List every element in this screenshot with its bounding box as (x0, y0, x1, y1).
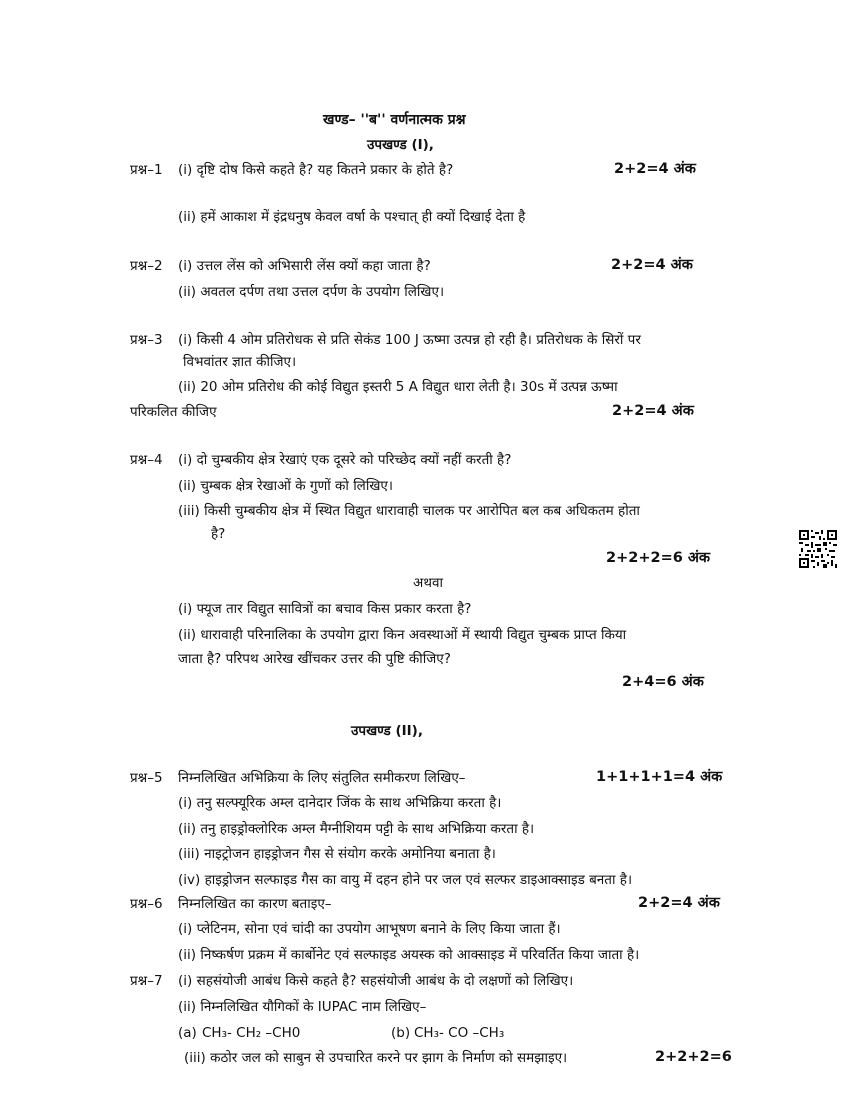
q4-part-i: (i) दो चुम्बकीय क्षेत्र रेखाएं एक दूसरे को परिच्छेद क्यों नहीं करती है? (178, 452, 512, 468)
q4-part-iii-line2: है? (211, 526, 226, 542)
q1-part-i: (i) दृष्टि दोष किसे कहते है? यह कितने प्रकार के होते है? (178, 162, 454, 178)
q6-label: प्रश्न–6 (130, 896, 163, 912)
q5-marks: 1+1+1+1=4 अंक (596, 769, 723, 785)
q4-part-ii: (ii) चुम्बक क्षेत्र रेखाओं के गुणों को लिखिए। (178, 478, 393, 494)
q3-part-ii-line1: (ii) 20 ओम प्रतिरोध की कोई विद्युत इस्तरी 5 A विद्युत धारा लेती है। 30s में उत्पन्न ऊष्मा (178, 379, 618, 395)
q4-alt-marks: 2+4=6 अंक (622, 674, 704, 690)
q7-part-ii: (ii) निम्नलिखित यौगिकों के IUPAC नाम लिखिए– (178, 999, 427, 1015)
subsection-2-title: उपखण्ड (II), (351, 723, 423, 739)
q3-marks: 2+2=4 अंक (612, 403, 694, 419)
subsection-1-title: उपखण्ड (I), (367, 137, 434, 153)
q2-part-ii: (ii) अवतल दर्पण तथा उत्तल दर्पण के उपयोग लिखिए। (178, 284, 445, 300)
q3-part-ii-line2: परिकलित कीजिए (130, 404, 217, 420)
q7-compound-b-label: (b) (391, 1025, 411, 1041)
q7-part-iii: (iii) कठोर जल को साबुन से उपचारित करने पर झाग के निर्माण को समझाइए। (184, 1050, 568, 1066)
section-title: खण्ड– ''ब'' वर्णनात्मक प्रश्न (323, 112, 466, 128)
q5-part-iii: (iii) नाइट्रोजन हाइड्रोजन गैस से संयोग करके अमोनिया बनाता है। (178, 846, 496, 862)
q4-or: अथवा (413, 575, 443, 591)
q2-label: प्रश्न–2 (130, 258, 163, 274)
q7-compound-b: CH₃- CO –CH₃ (414, 1025, 505, 1041)
q6-marks: 2+2=4 अंक (638, 895, 720, 911)
q4-marks: 2+2+2=6 अंक (606, 550, 711, 566)
q4-label: प्रश्न–4 (130, 452, 163, 468)
q4-part-iii-line1: (iii) किसी चुम्बकीय क्षेत्र में स्थित विद्युत धारावाही चालक पर आरोपित बल कब अधिकतम होता (178, 503, 640, 519)
q7-compound-a-label: (a) (178, 1025, 197, 1041)
q6-part-ii: (ii) निष्कर्षण प्रक्रम में कार्बोनेट एवं सल्फाइड अयस्क को आक्साइड में परिवर्तित किया जाता है। (178, 947, 640, 963)
q3-part-i-line2: विभवांतर ज्ञात कीजिए। (183, 354, 297, 370)
q1-part-ii: (ii) हमें आकाश में इंद्रधनुष केवल वर्षा के पश्चात् ही क्यों दिखाई देता है (178, 209, 526, 225)
q4-alt-part-ii-line1: (ii) धारावाही परिनालिका के उपयोग द्वारा किन अवस्थाओं में स्थायी विद्युत चुम्बक प्राप्त किया (178, 627, 627, 643)
q2-part-i: (i) उत्तल लेंस को अभिसारी लेंस क्यों कहा जाता है? (178, 258, 431, 274)
q4-alt-part-ii-line2: जाता है? परिपथ आरेख खींचकर उत्तर की पुष्टि कीजिए? (178, 651, 451, 667)
q5-label: प्रश्न–5 (130, 770, 163, 786)
q6-stem: निम्नलिखित का कारण बताइए– (178, 896, 332, 912)
q7-marks: 2+2+2=6 (655, 1049, 732, 1065)
q1-marks: 2+2=4 अंक (614, 161, 696, 177)
q6-part-i: (i) प्लेटिनम, सोना एवं चांदी का उपयोग आभूषण बनाने के लिए किया जाता हैं। (178, 921, 561, 937)
q5-part-ii: (ii) तनु हाइड्रोक्लोरिक अम्ल मैग्नीशियम पट्टी के साथ अभिक्रिया करता है। (178, 821, 535, 837)
q5-part-iv: (iv) हाइड्रोजन सल्फाइड गैस का वायु में दहन होने पर जल एवं सल्फर डाइआक्साइड बनता है। (178, 872, 633, 888)
q7-label: प्रश्न–7 (130, 973, 163, 989)
q5-stem: निम्नलिखित अभिक्रिया के लिए संतुलित समीकरण लिखिए– (178, 770, 466, 786)
q2-marks: 2+2=4 अंक (611, 257, 693, 273)
q3-part-i-line1: (i) किसी 4 ओम प्रतिरोधक से प्रति सेकंड 100 J ऊष्मा उत्पन्न हो रही है। प्रतिरोधक के सिरों पर (178, 332, 641, 348)
q4-alt-part-i: (i) फ्यूज तार विद्युत सावित्रों का बचाव किस प्रकार करता है? (178, 601, 472, 617)
q3-label: प्रश्न–3 (130, 332, 163, 348)
q7-compound-a: CH₃- CH₂ –CH0 (202, 1025, 301, 1041)
qr-code-icon (799, 530, 837, 568)
q7-part-i: (i) सहसंयोजी आबंध किसे कहते है? सहसंयोजी आबंध के दो लक्षणों को लिखिए। (178, 973, 574, 989)
q5-part-i: (i) तनु सल्फ्यूरिक अम्ल दानेदार जिंक के साथ अभिक्रिया करता है। (178, 795, 502, 811)
q1-label: प्रश्न–1 (130, 162, 163, 178)
